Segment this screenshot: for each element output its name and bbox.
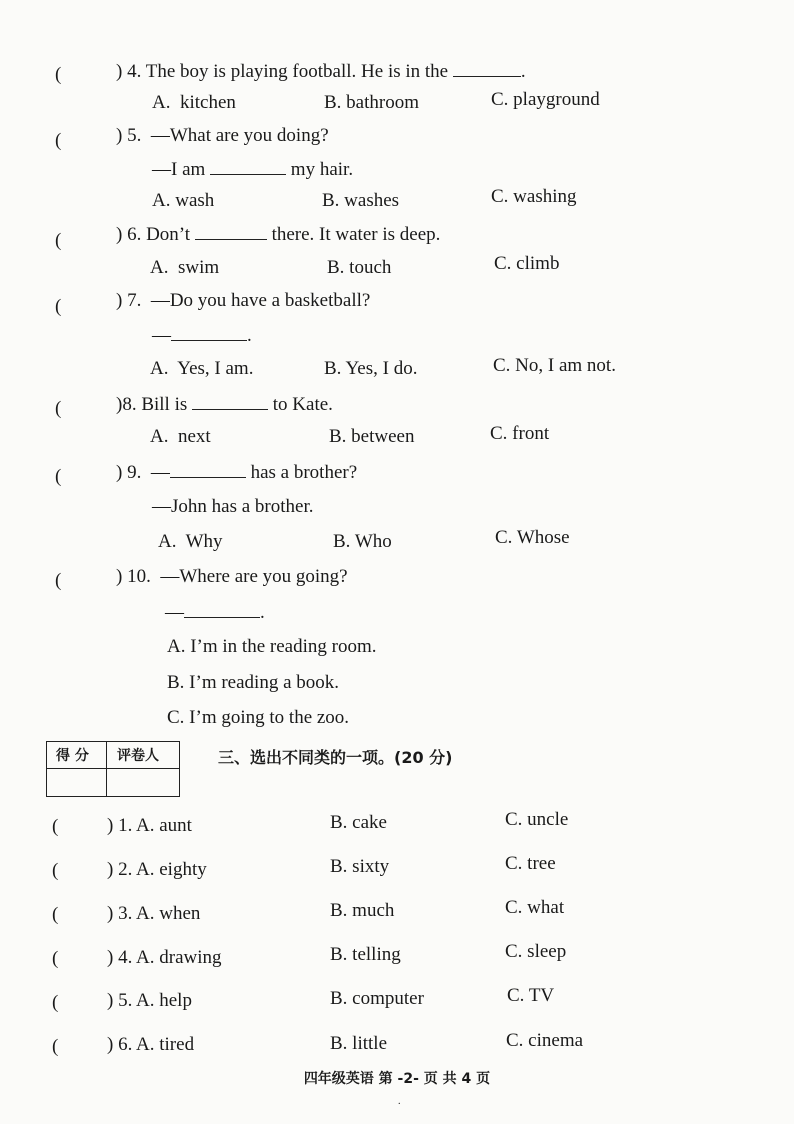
option-b[interactable]: B. much	[330, 900, 395, 921]
option-c[interactable]: C. front	[490, 423, 550, 444]
answer-paren[interactable]: (	[55, 230, 62, 251]
response-text: —	[152, 325, 171, 346]
answer-paren[interactable]: (	[52, 948, 59, 969]
question-5-response	[152, 158, 353, 181]
answer-paren[interactable]: (	[55, 130, 62, 151]
option-b[interactable]: B. computer	[330, 988, 424, 1009]
answer-blank[interactable]	[170, 461, 246, 478]
option-b[interactable]: B. touch	[327, 257, 392, 278]
option-c[interactable]: C. climb	[494, 253, 560, 274]
option-c[interactable]: C. washing	[491, 186, 577, 207]
footer-dot: .	[398, 1096, 401, 1107]
option-c[interactable]: C. TV	[507, 985, 555, 1006]
option-a[interactable]: A. swim	[150, 257, 220, 278]
option-c[interactable]: C. Whose	[495, 527, 570, 548]
option-b[interactable]: B. cake	[330, 812, 387, 833]
option-a[interactable]: ) 3. A. when	[107, 903, 201, 924]
response-text: —	[165, 602, 184, 623]
question-end: to Kate.	[272, 394, 333, 415]
answer-paren[interactable]: (	[55, 466, 62, 487]
question-end: has a brother?	[250, 462, 358, 483]
score-box	[46, 741, 180, 797]
question-text: ) 4. The boy is playing football. He is in the	[116, 61, 449, 82]
response-end: .	[260, 602, 265, 623]
option-c[interactable]: C. playground	[491, 89, 600, 110]
answer-paren[interactable]: (	[52, 904, 59, 925]
answer-paren[interactable]: (	[52, 992, 59, 1013]
answer-paren[interactable]: (	[52, 860, 59, 881]
response-end: my hair.	[290, 159, 354, 180]
answer-blank[interactable]	[192, 393, 268, 410]
question-text: )8. Bill is	[116, 394, 188, 415]
question-7: ) 7. —Do you have a basketball?	[116, 290, 371, 311]
question-9-response: —John has a brother.	[152, 496, 314, 517]
option-a[interactable]: A. kitchen	[152, 92, 236, 113]
option-a[interactable]: ) 5. A. help	[107, 990, 192, 1011]
answer-paren[interactable]: (	[55, 64, 62, 85]
question-10-response	[165, 601, 265, 624]
option-c[interactable]: C. sleep	[505, 941, 567, 962]
answer-paren[interactable]: (	[55, 296, 62, 317]
question-9	[116, 461, 357, 484]
option-b[interactable]: B. Yes, I do.	[324, 358, 418, 379]
option-a[interactable]: ) 4. A. drawing	[107, 947, 222, 968]
question-7-response	[152, 324, 252, 347]
answer-paren[interactable]: (	[52, 1036, 59, 1057]
question-10: ) 10. —Where are you going?	[116, 566, 348, 587]
question-end: there. It water is deep.	[271, 224, 441, 245]
option-b[interactable]: B. telling	[330, 944, 401, 965]
option-b[interactable]: B. between	[329, 426, 415, 447]
answer-blank[interactable]	[171, 324, 247, 341]
answer-blank[interactable]	[210, 158, 286, 175]
answer-paren[interactable]: (	[52, 816, 59, 837]
option-a[interactable]: ) 2. A. eighty	[107, 859, 207, 880]
score-label: 得 分	[56, 748, 89, 764]
option-a[interactable]: ) 6. A. tired	[107, 1034, 195, 1055]
answer-blank[interactable]	[195, 223, 267, 240]
option-c[interactable]: C. what	[505, 897, 565, 918]
option-c[interactable]: C. tree	[505, 853, 556, 874]
option-a[interactable]: A. next	[150, 426, 211, 447]
answer-paren[interactable]: (	[55, 570, 62, 591]
option-a[interactable]: A. I’m in the reading room.	[167, 636, 377, 657]
option-c[interactable]: C. No, I am not.	[493, 355, 616, 376]
question-text: ) 6. Don’t	[116, 224, 191, 245]
question-8	[116, 393, 333, 416]
option-c[interactable]: C. I’m going to the zoo.	[167, 707, 350, 728]
grader-label: 评卷人	[117, 748, 159, 764]
question-4	[116, 60, 526, 83]
option-b[interactable]: B. washes	[322, 190, 400, 211]
option-a[interactable]: ) 1. A. aunt	[107, 815, 192, 836]
option-c[interactable]: C. uncle	[505, 809, 569, 830]
question-6	[116, 223, 440, 246]
response-end: .	[247, 325, 252, 346]
option-c[interactable]: C. cinema	[506, 1030, 584, 1051]
option-a[interactable]: A. wash	[152, 190, 215, 211]
option-b[interactable]: B. bathroom	[324, 92, 419, 113]
answer-blank[interactable]	[453, 60, 521, 77]
option-b[interactable]: B. I’m reading a book.	[167, 672, 340, 693]
option-a[interactable]: A. Why	[158, 531, 223, 552]
question-text: ) 9. —	[116, 462, 170, 483]
option-b[interactable]: B. little	[330, 1033, 387, 1054]
option-b[interactable]: B. sixty	[330, 856, 390, 877]
option-b[interactable]: B. Who	[333, 531, 392, 552]
section-title: 三、选出不同类的一项。(20 分)	[218, 748, 453, 767]
answer-blank[interactable]	[184, 601, 260, 618]
answer-paren[interactable]: (	[55, 398, 62, 419]
page-footer: 四年级英语 第 -2- 页 共 4 页	[303, 1071, 491, 1087]
question-end: .	[520, 61, 526, 82]
option-a[interactable]: A. Yes, I am.	[150, 358, 254, 379]
response-text: —I am	[152, 159, 206, 180]
question-5: ) 5. —What are you doing?	[116, 125, 329, 146]
